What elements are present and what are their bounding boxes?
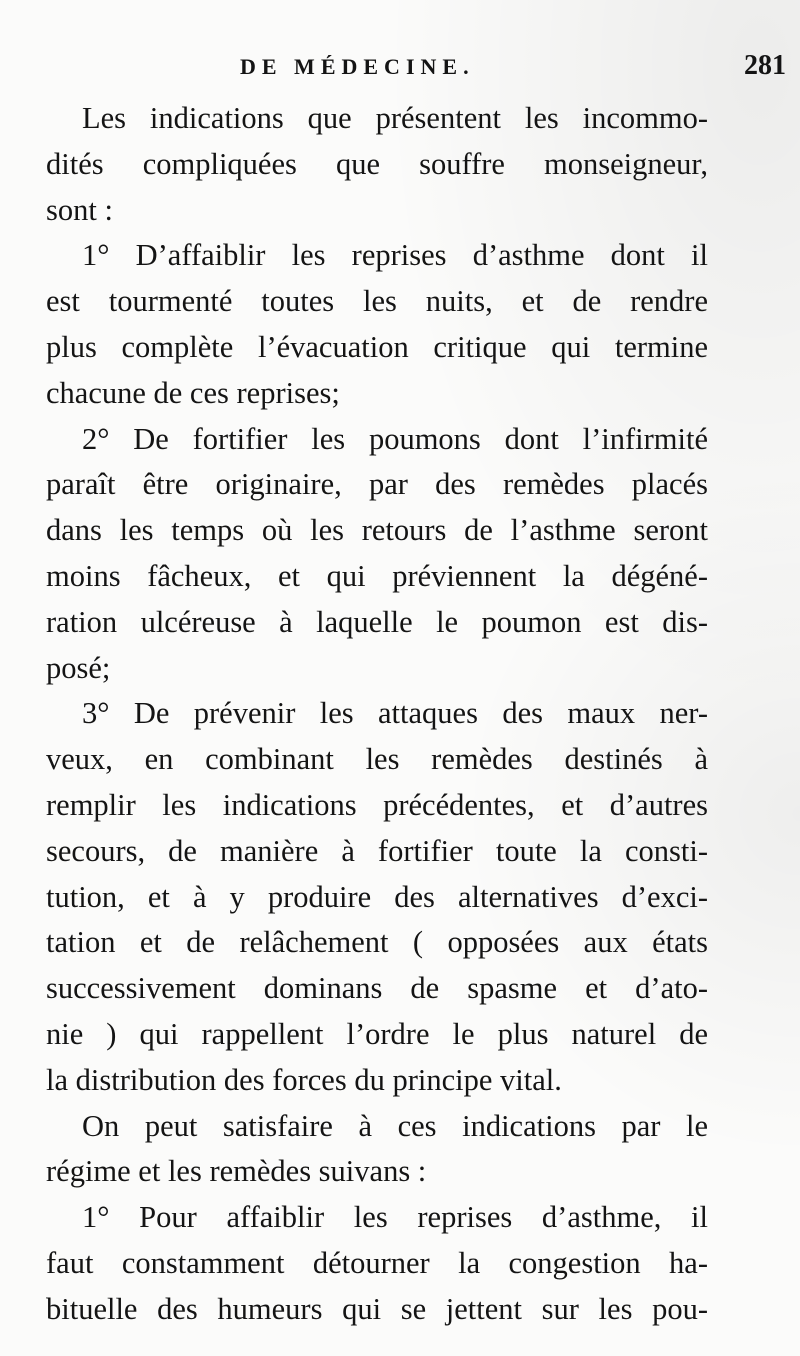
text-line: faut constamment détourner la congestion ha- xyxy=(46,1245,708,1280)
text-line: est tourmenté toutes les nuits, et de rendre xyxy=(46,284,708,319)
text-line: 1° Pour affaiblir les reprises d’asthme, il xyxy=(82,1200,708,1235)
text-line: bituelle des humeurs qui se jettent sur les pou- xyxy=(46,1291,708,1326)
text-line: la distribution des forces du principe vital. xyxy=(46,1062,562,1097)
text-line: 1° D’affaiblir les reprises d’asthme dont il xyxy=(82,238,708,273)
text-line: veux, en combinant les remèdes destinés à xyxy=(46,742,708,777)
text-line: tation et de relâchement ( opposées aux états xyxy=(46,925,708,960)
text-line: moins fâcheux, et qui préviennent la dégéné- xyxy=(46,558,708,593)
text-line: ration ulcéreuse à laquelle le poumon est dis- xyxy=(46,604,708,639)
text-line: régime et les remèdes suivans : xyxy=(46,1154,427,1189)
text-line: remplir les indications précédentes, et d’autres xyxy=(46,787,708,822)
page-header xyxy=(0,50,800,90)
text-line: On peut satisfaire à ces indications par le xyxy=(82,1108,708,1143)
text-line: paraît être originaire, par des remèdes placés xyxy=(46,467,708,502)
text-line: successivement dominans de spasme et d’ato- xyxy=(46,971,708,1006)
text-line: sont : xyxy=(46,192,113,227)
text-line: tution, et à y produire des alternatives d’exci- xyxy=(46,879,708,914)
text-line: secours, de manière à fortifier toute la consti- xyxy=(46,833,708,868)
text-line: plus complète l’évacuation critique qui termine xyxy=(46,329,708,364)
text-line: 2° De fortifier les poumons dont l’infirmité xyxy=(82,421,708,456)
running-head: DE MÉDECINE. xyxy=(240,54,475,79)
text-line: dités compliquées que souffre monseigneur, xyxy=(46,146,708,181)
text-line: dans les temps où les retours de l’asthme seront xyxy=(46,513,708,548)
text-line: 3° De prévenir les attaques des maux ner- xyxy=(82,696,708,731)
text-line: chacune de ces reprises; xyxy=(46,375,340,410)
body-text xyxy=(46,96,708,1333)
page-number: 281 xyxy=(744,50,786,81)
text-line: nie ) qui rappellent l’ordre le plus naturel de xyxy=(46,1016,708,1051)
text-line: Les indications que présentent les incommo- xyxy=(82,101,708,135)
text-line: posé; xyxy=(46,650,111,685)
